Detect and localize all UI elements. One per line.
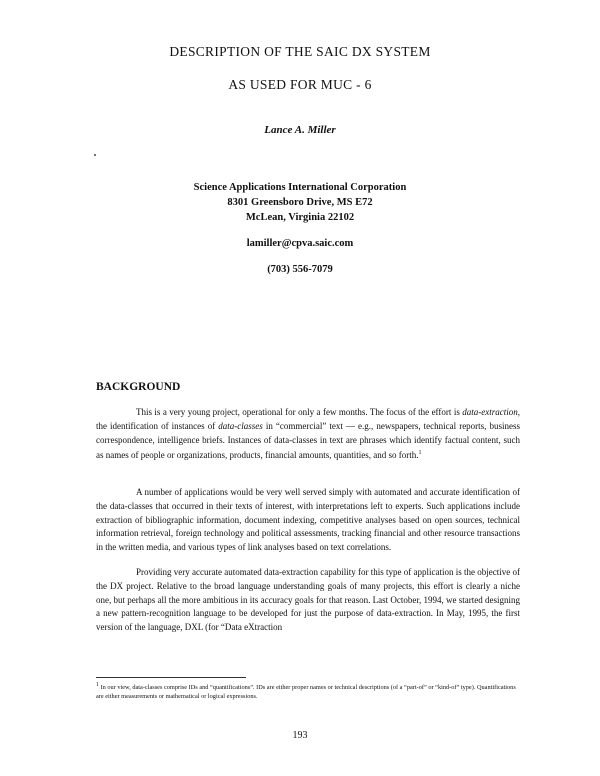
author-phone: (703) 556-7079	[267, 264, 333, 275]
paragraph-1	[96, 406, 520, 463]
p1-term-data-extraction: data-extraction	[462, 407, 518, 417]
section-heading-background: BACKGROUND	[96, 381, 181, 393]
paragraph-3	[96, 566, 520, 635]
footnote-text: In our view, data-classes comprise IDs and “quantifications”. IDs are either proper names or technical descriptions (of a “part-of” or “kind-of” type). Quantifications are either measurements or mathematical or logical expressions.	[96, 684, 516, 701]
stray-mark	[94, 154, 96, 156]
footnote-divider	[96, 677, 246, 678]
title-line-2: AS USED FOR MUC - 6	[228, 77, 372, 92]
p3-text: Providing very accurate automated data-extraction capability for this type of application is the objective of the DX project. Relative to the broad language understanding goals of many projects, this effort is clearly a niche one, but perhaps all the more ambitious in its accuracy goals for that reason. Last October, 1994, we started designing a new pattern-recognition language to be developed for just the purpose of data-extraction. In May, 1995, the first version of the language, DXL (for “Data eXtraction	[96, 567, 520, 633]
footnote-reference: 1	[418, 450, 422, 457]
affiliation-org: Science Applications International Corporation	[193, 182, 407, 193]
paragraph-2	[96, 486, 520, 555]
footnote	[96, 681, 520, 701]
p1-text-e: in “commercial” text — e.g., newspapers, technical reports, business correspondence, intelligence briefs. Instances of data-classes in text are phrases which identify factual content, such as names of people or organizations, products, financial amounts, quantities, and so forth.	[96, 420, 521, 461]
affiliation-city: McLean, Virginia 22102	[245, 212, 355, 223]
title-line-1: DESCRIPTION OF THE SAIC DX SYSTEM	[169, 44, 431, 59]
author-email: lamiller@cpva.saic.com	[246, 238, 354, 249]
page-number: 193	[292, 730, 308, 741]
author-name: Lance A. Miller	[264, 124, 336, 136]
footnote-mark: 1	[96, 682, 99, 688]
affiliation-address: 8301 Greensboro Drive, MS E72	[227, 197, 373, 208]
p1-text-a: This is a very young project, operational for only a few months. The focus of the effort is	[136, 407, 463, 417]
p2-text: A number of applications would be very well served simply with automated and accurate identification of the data-classes that occurred in their texts of interest, with interpretations left to experts. Such applications include extraction of bibliographic information, document indexing, competitive analyses based on open sources, technical information retrieval, foreign technology and political assessments, tracking financial and other resource transactions in the written media, and various types of link analyses based on text correlations.	[96, 487, 520, 553]
p1-term-data-classes: data-classes	[218, 420, 263, 431]
p1-text-c: , the identification of instances of	[96, 407, 520, 431]
